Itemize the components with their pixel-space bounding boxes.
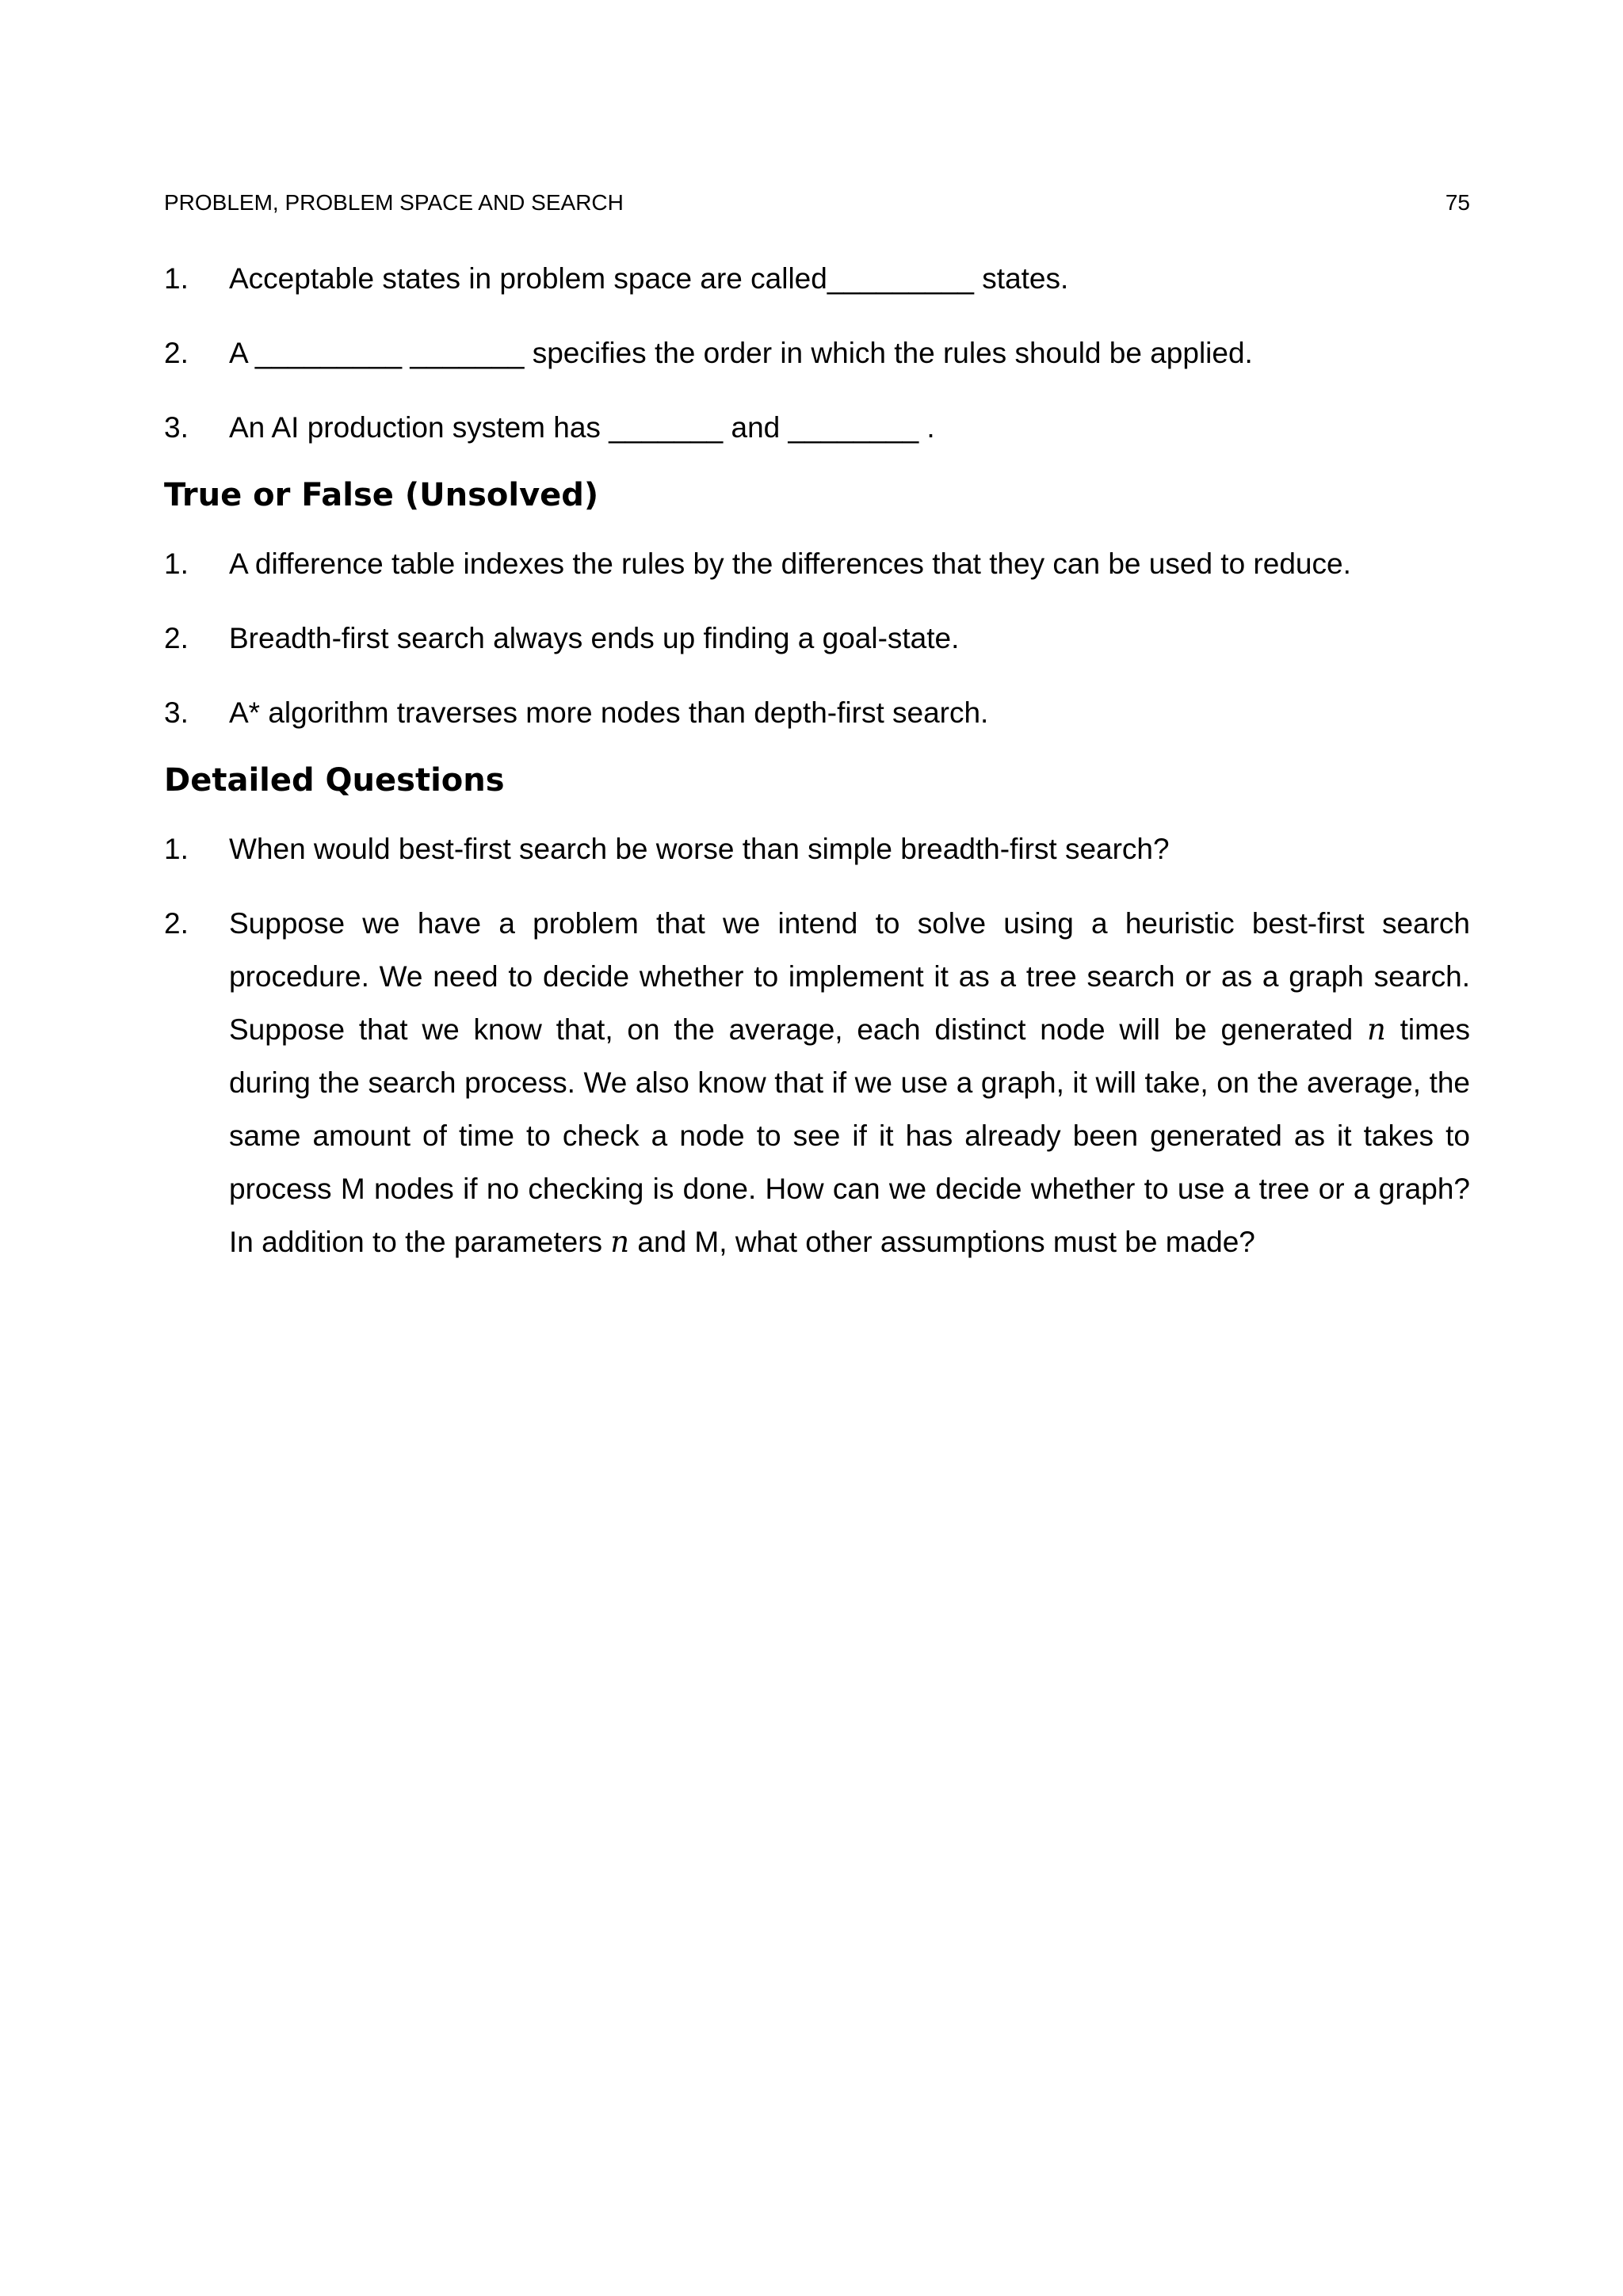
true-false-list (164, 537, 1470, 739)
running-title: PROBLEM, PROBLEM SPACE AND SEARCH (164, 190, 624, 215)
item-number: 3. (164, 696, 189, 729)
item-text-part: Suppose we have a problem that we intend to solve using a heuristic best-first search procedure. We need to decide whether to implement it as a tree search or as a graph search. Suppose that we know that, on the average, each distinct node will be generated (229, 907, 1470, 1046)
item-number: 2. (164, 622, 189, 654)
page-number: 75 (1445, 190, 1470, 215)
page-content (164, 252, 1470, 1290)
detailed-questions-heading: Detailed Questions (164, 762, 505, 799)
item-number: 1. (164, 547, 189, 580)
math-variable-n: n (1366, 1013, 1386, 1047)
true-false-heading: True or False (Unsolved) (164, 477, 599, 513)
math-variable-n: n (610, 1225, 630, 1259)
list-item (164, 326, 1470, 379)
list-item (164, 686, 1470, 739)
list-item (164, 401, 1470, 454)
item-text: When would best-first search be worse than simple breadth-first search? (229, 833, 1170, 865)
item-number: 2. (164, 907, 189, 940)
item-text (229, 897, 1470, 1268)
item-number: 3. (164, 411, 189, 444)
item-number: 2. (164, 337, 189, 369)
list-item (164, 897, 1470, 1268)
item-text: A difference table indexes the rules by the differences that they can be used to reduce. (229, 547, 1351, 580)
detailed-questions-list (164, 822, 1470, 1268)
item-text-part: times during the search process. We also know that if we use a graph, it will take, on the average, the same amount of time to check a node to see if it has already been generated as it takes to process M nodes if no checking is done. How can we decide whether to use a tree or a graph? In addition to the parameters (229, 1013, 1471, 1258)
list-item (164, 822, 1470, 875)
item-text: Breadth-first search always ends up finding a goal-state. (229, 622, 960, 654)
list-item (164, 612, 1470, 665)
item-text: A _________ _______ specifies the order in which the rules should be applied. (229, 337, 1253, 369)
fill-in-blanks-list (164, 252, 1470, 454)
list-item (164, 252, 1470, 305)
item-text: An AI production system has _______ and ________ . (229, 411, 935, 444)
item-number: 1. (164, 262, 189, 295)
list-item (164, 537, 1470, 590)
item-text: Acceptable states in problem space are called_________ states. (229, 262, 1069, 295)
item-text-part: and M, what other assumptions must be made? (629, 1226, 1255, 1258)
item-text: A* algorithm traverses more nodes than depth-first search. (229, 696, 989, 729)
item-number: 1. (164, 833, 189, 865)
